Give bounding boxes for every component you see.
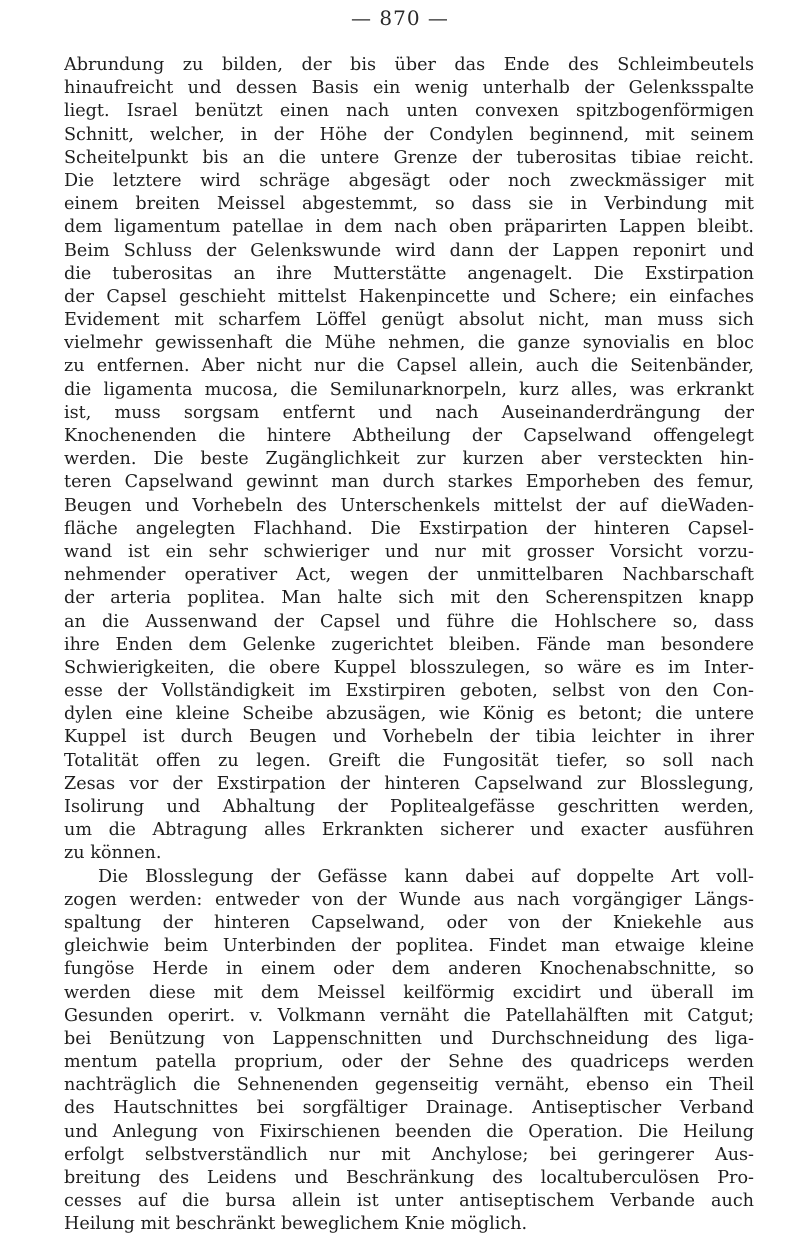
text-line: fläche angelegten Flachhand. Die Exstirpation der hinteren Capsel- [64,518,754,539]
text-line: nachträglich die Sehnenenden gegenseitig vernäht, ebenso ein Theil [64,1075,754,1096]
text-line: gleichwie beim Unterbinden der poplitea. Findet man etwaige kleine [64,936,754,957]
text-line: spaltung der hinteren Capselwand, oder von der Kniekehle aus [64,912,754,933]
text-line: Zesas vor der Exstirpation der hinteren Capselwand zur Blosslegung, [64,773,754,794]
text-line: Heilung mit beschränkt beweglichem Knie möglich. [64,1214,528,1235]
text-line: fungöse Herde in einem oder dem anderen Knochenabschnitte, so [64,959,754,980]
text-line: Beugen und Vorhebeln des Unterschenkels mittelst der auf dieWaden- [64,495,754,516]
text-line: an die Aussenwand der Capsel und führe die Hohlschere so, dass [64,611,754,632]
text-line: Gesunden operirt. v. Volkmann vernäht die Patellahälften mit Catgut; [64,1005,754,1026]
text-line: des Hautschnittes bei sorgfältiger Drainage. Antiseptischer Verband [64,1098,754,1119]
text-line: einem breiten Meissel abgestemmt, so dass sie in Verbindung mit [64,194,754,215]
text-line: und Anlegung von Fixirschienen beenden die Operation. Die Heilung [64,1121,754,1142]
text-line: Die letztere wird schräge abgesägt oder noch zweckmässiger mit [64,170,754,191]
text-line: Schnitt, welcher, in der Höhe der Condylen beginnend, mit seinem [64,124,754,145]
text-line: Totalität offen zu legen. Greift die Fungosität tiefer, so soll nach [64,750,754,771]
text-line: werden. Die beste Zugänglichkeit zur kurzen aber versteckten hin- [64,449,754,470]
text-line: Schwierigkeiten, die obere Kuppel blosszulegen, so wäre es im Inter- [64,657,754,678]
text-line: vielmehr gewissenhaft die Mühe nehmen, die ganze synovialis en bloc [64,333,754,354]
page-number: — 870 — [351,6,449,30]
text-line: Isolirung und Abhaltung der Poplitealgefässe geschritten werden, [64,797,754,817]
text-line: zu können. [64,843,162,864]
text-line: Evidement mit scharfem Löffel genügt absolut nicht, man muss sich [64,310,754,331]
text-line: Knochenenden die hintere Abtheilung der Capselwand offengelegt [64,426,754,446]
text-line: Beim Schluss der Gelenkswunde wird dann der Lappen reponirt und [64,240,754,261]
text-line: Abrundung zu bilden, der bis über das Ende des Schleimbeutels [64,55,754,75]
text-line: der Capsel geschieht mittelst Hakenpincette und Schere; ein einfaches [64,286,754,307]
text-line: zu entfernen. Aber nicht nur die Capsel allein, auch die Seitenbänder, [64,356,754,377]
text-line: ihre Enden dem Gelenke zugerichtet bleiben. Fände man besondere [64,634,754,655]
text-line: bei Benützung von Lappenschnitten und Durchschneidung des liga- [64,1028,754,1049]
text-line: werden diese mit dem Meissel keilförmig excidirt und überall im [64,982,754,1003]
text-line: breitung des Leidens und Beschränkung des localtuberculösen Pro- [64,1168,754,1188]
text-line: mentum patella proprium, oder der Sehne des quadriceps werden [64,1052,754,1073]
text-line: die tuberositas an ihre Mutterstätte angenagelt. Die Exstirpation [64,263,754,284]
text-line: Scheitelpunkt bis an die untere Grenze der tuberositas tibiae reicht. [64,147,754,168]
text-line: der arteria poplitea. Man halte sich mit den Scherenspitzen knapp [64,588,754,609]
text-line: Kuppel ist durch Beugen und Vorhebeln der tibia leichter in ihrer [64,727,754,748]
text-line: um die Abtragung alles Erkrankten sicherer und exacter ausführen [64,820,754,841]
text-line: nehmender operativer Act, wegen der unmittelbaren Nachbarschaft [64,565,754,586]
text-line: teren Capselwand gewinnt man durch starkes Emporheben des femur, [64,472,754,493]
paragraph-2 [64,866,754,1237]
text-line: ist, muss sorgsam entfernt und nach Auseinanderdrängung der [64,402,754,423]
text-line: dem ligamentum patellae in dem nach oben präparirten Lappen bleibt. [64,217,754,238]
paragraph-1 [64,54,754,866]
body-text [64,54,754,1237]
text-line: Die Blosslegung der Gefässe kann dabei auf doppelte Art voll- [98,866,754,887]
text-line: zogen werden: entweder von der Wunde aus nach vorgängiger Längs- [64,889,754,910]
text-line: wand ist ein sehr schwieriger und nur mit grosser Vorsicht vorzu- [64,541,754,562]
text-line: cesses auf die bursa allein ist unter antiseptischem Verbande auch [64,1191,754,1212]
text-line: esse der Vollständigkeit im Exstirpiren geboten, selbst von den Con- [64,681,754,702]
text-line: liegt. Israel benützt einen nach unten convexen spitzbogenförmigen [64,101,754,122]
text-line: erfolgt selbstverständlich nur mit Anchylose; bei geringerer Aus- [64,1144,754,1165]
text-line: hinaufreicht und dessen Basis ein wenig unterhalb der Gelenksspalte [64,78,754,99]
text-line: die ligamenta mucosa, die Semilunarknorpeln, kurz alles, was erkrankt [64,379,754,400]
text-line: dylen eine kleine Scheibe abzusägen, wie König es betont; die untere [64,704,754,725]
